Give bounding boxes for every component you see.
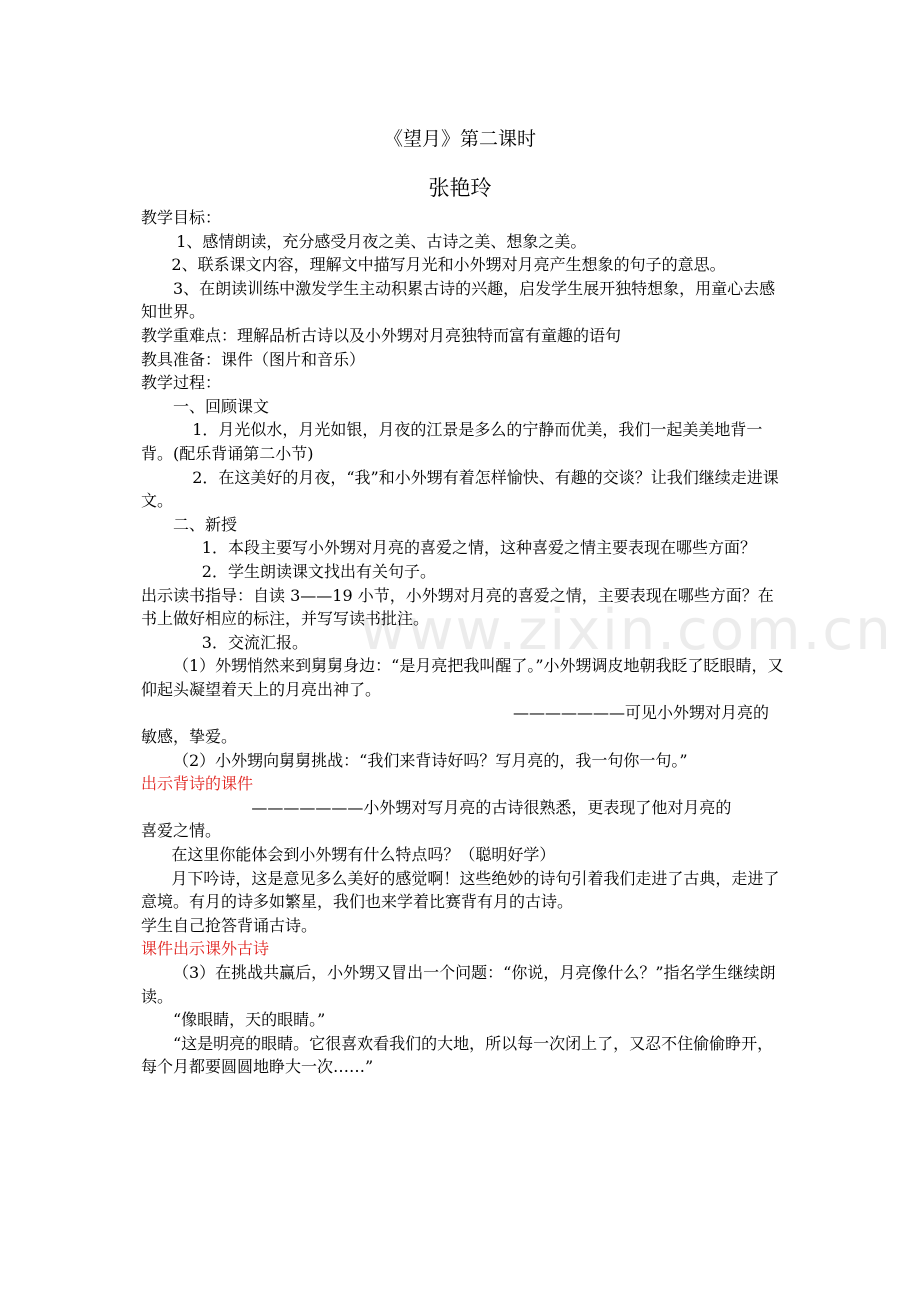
goals-heading: 教学目标： <box>141 208 222 227</box>
key-points: 教学重难点：理解品析古诗以及小外甥对月亮独特而富有童趣的语句 <box>141 325 622 345</box>
quote-1-annotation-end: 敏感，挚爱。 <box>141 727 238 747</box>
section-2-heading: 二、新授 <box>173 514 238 534</box>
characteristic-question: 在这里你能体会到小外甥有什么特点吗？（聪明好学） <box>171 845 556 865</box>
reading-guide: 出示读书指导：自读 3——19 小节，小外甥对月亮的喜爱之情，主要表现在哪些方面？在书上做好相应的标注，并写写读书批注。 <box>141 585 774 629</box>
section-2-item-1: 1．本段主要写小外甥对月亮的喜爱之情，这种喜爱之情主要表现在哪些方面？ <box>201 538 756 558</box>
watermark: www.zixin.com.cn <box>360 598 893 663</box>
document-body <box>141 206 789 1079</box>
materials: 教具准备：课件（图片和音乐） <box>141 349 366 369</box>
goal-2: 2、联系课文内容，理解文中描写月光和小外甥对月亮产生想象的句子的意思。 <box>171 255 726 275</box>
goal-3: 3、在朗读训练中激发学生主动积累古诗的兴趣，启发学生展开独特想象，用童心去感知世界。 <box>141 278 776 322</box>
dialogue-quote-2: “这是明亮的眼睛。它很喜欢看我们的大地，所以每一次闭上了，又忍不住偷偷睁开，每个月都要圆圆地睁大一次……” <box>141 1033 774 1077</box>
quote-item-1: （1）外甥悄然来到舅舅身边：“是月亮把我叫醒了。”小外甥调皮地朝我眨了眨眼睛，又仰起头凝望着天上的月亮出神了。 <box>141 656 784 699</box>
quote-item-3: （3）在挑战共赢后，小外甥又冒出一个问题：“你说，月亮像什么？”指名学生继续朗读。 <box>141 963 776 1006</box>
quote-2-annotation: ———————小外甥对写月亮的古诗很熟悉，更表现了他对月亮的 <box>251 797 732 817</box>
author-name: 张艳玲 <box>428 176 492 200</box>
section-2-item-3: 3．交流汇报。 <box>201 632 308 652</box>
quote-item-2: （2）小外甥向舅舅挑战：“我们来背诗好吗？写月亮的，我一句你一句。” <box>173 750 688 770</box>
lesson-title: 《望月》第二课时 <box>383 128 536 150</box>
dialogue-quote-1: “像眼睛，天的眼睛。” <box>173 1010 326 1030</box>
section-1-heading: 一、回顾课文 <box>173 396 270 416</box>
courseware-note-1: 出示背诗的课件 <box>141 774 254 794</box>
section-1-item-1: 1．月光似水，月光如银，月夜的江景是多么的宁静而优美，我们一起美美地背一背。(配乐背诵第二小节) <box>141 420 763 463</box>
courseware-note-2: 课件出示课外古诗 <box>141 939 270 959</box>
poem-paragraph: 月下吟诗，这是意见多么美好的感觉啊！这些绝妙的诗句引着我们走进了古典，走进了意境。有月的诗多如繁星，我们也来学着比赛背有月的古诗。 <box>141 868 780 912</box>
section-1-item-2: 2．在这美好的月夜，“我”和小外甥有着怎样愉快、有趣的交谈？让我们继续走进课文。 <box>141 467 779 511</box>
quote-1-annotation: ———————可见小外甥对月亮的 <box>512 703 769 723</box>
quote-2-annotation-end: 喜爱之情。 <box>141 821 222 841</box>
recite-line: 学生自己抢答背诵古诗。 <box>141 915 318 935</box>
section-2-item-2: 2．学生朗读课文找出有关句子。 <box>201 561 436 581</box>
goal-1: 1、感情朗读，充分感受月夜之美、古诗之美、想象之美。 <box>176 231 587 251</box>
process-heading: 教学过程： <box>141 373 222 393</box>
